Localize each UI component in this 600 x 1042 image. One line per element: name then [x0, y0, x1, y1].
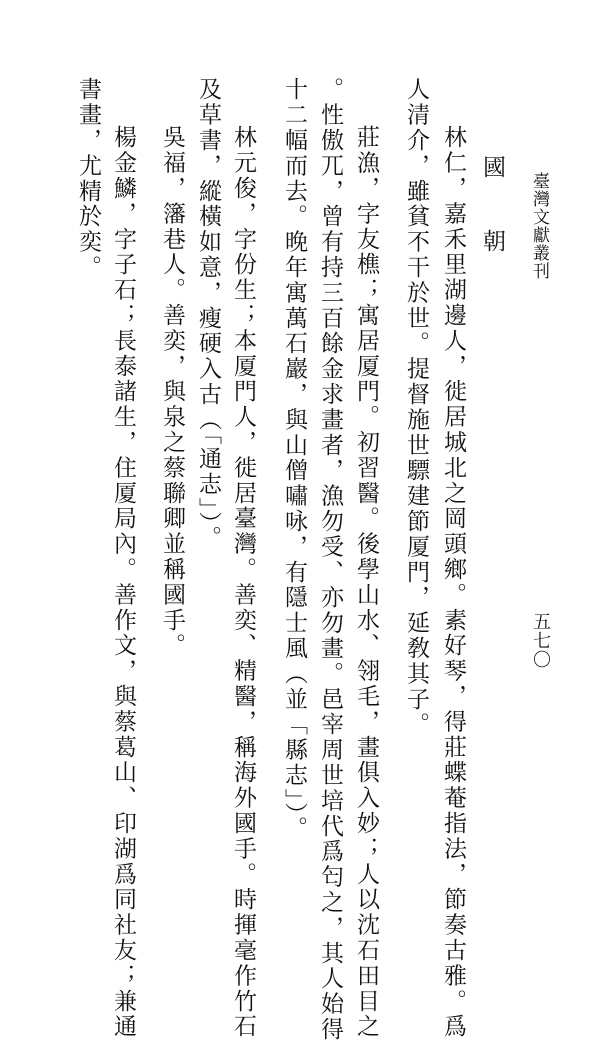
section-heading: 國 朝 — [479, 155, 505, 266]
text-column-10: 書畫，尤精於奕。 — [75, 77, 101, 281]
text-column-8: 吳福，籓巷人。善奕，與泉之蔡聯卿並稱國手。 — [159, 125, 185, 659]
text-column-4: 。性傲兀，曾有持三百餘金求畫者，漁勿受、亦勿畫。邑宰周世培代爲匄之，其人始得 — [317, 77, 343, 1042]
text-column-2: 人清介，雖貧不干於世。提督施世驃建節厦門，延敎其子。 — [403, 77, 429, 738]
text-column-1: 林仁，嘉禾里湖邊人，徙居城北之岡頭鄉。素好琴，得莊蝶菴指法，節奏古雅。爲 — [440, 125, 466, 1040]
text-column-3: 莊漁，字友樵；寓居厦門。初習醫。後學山水、翎毛，畫俱入妙；人以沈石田目之 — [353, 125, 379, 1040]
text-column-5: 十二幅而去。晚年寓萬石巖，與山僧嘯咏，有隱士風（並「縣志」）。 — [281, 77, 307, 842]
running-header-title: 臺灣文獻叢刊 — [529, 172, 549, 280]
text-column-6: 林元俊，字份生；本厦門人，徙居臺灣。善奕、精醫，稱海外國手。時揮毫作竹石 — [230, 125, 256, 1040]
text-column-9: 楊金鱗，字子石；長泰諸生，住厦局內。善作文，與蔡葛山、印湖爲同社友；兼通 — [110, 125, 136, 1040]
page-number: 五七〇 — [530, 612, 551, 669]
text-column-7: 及草書，縱橫如意，瘦硬入古（「通志」）。 — [195, 77, 221, 551]
